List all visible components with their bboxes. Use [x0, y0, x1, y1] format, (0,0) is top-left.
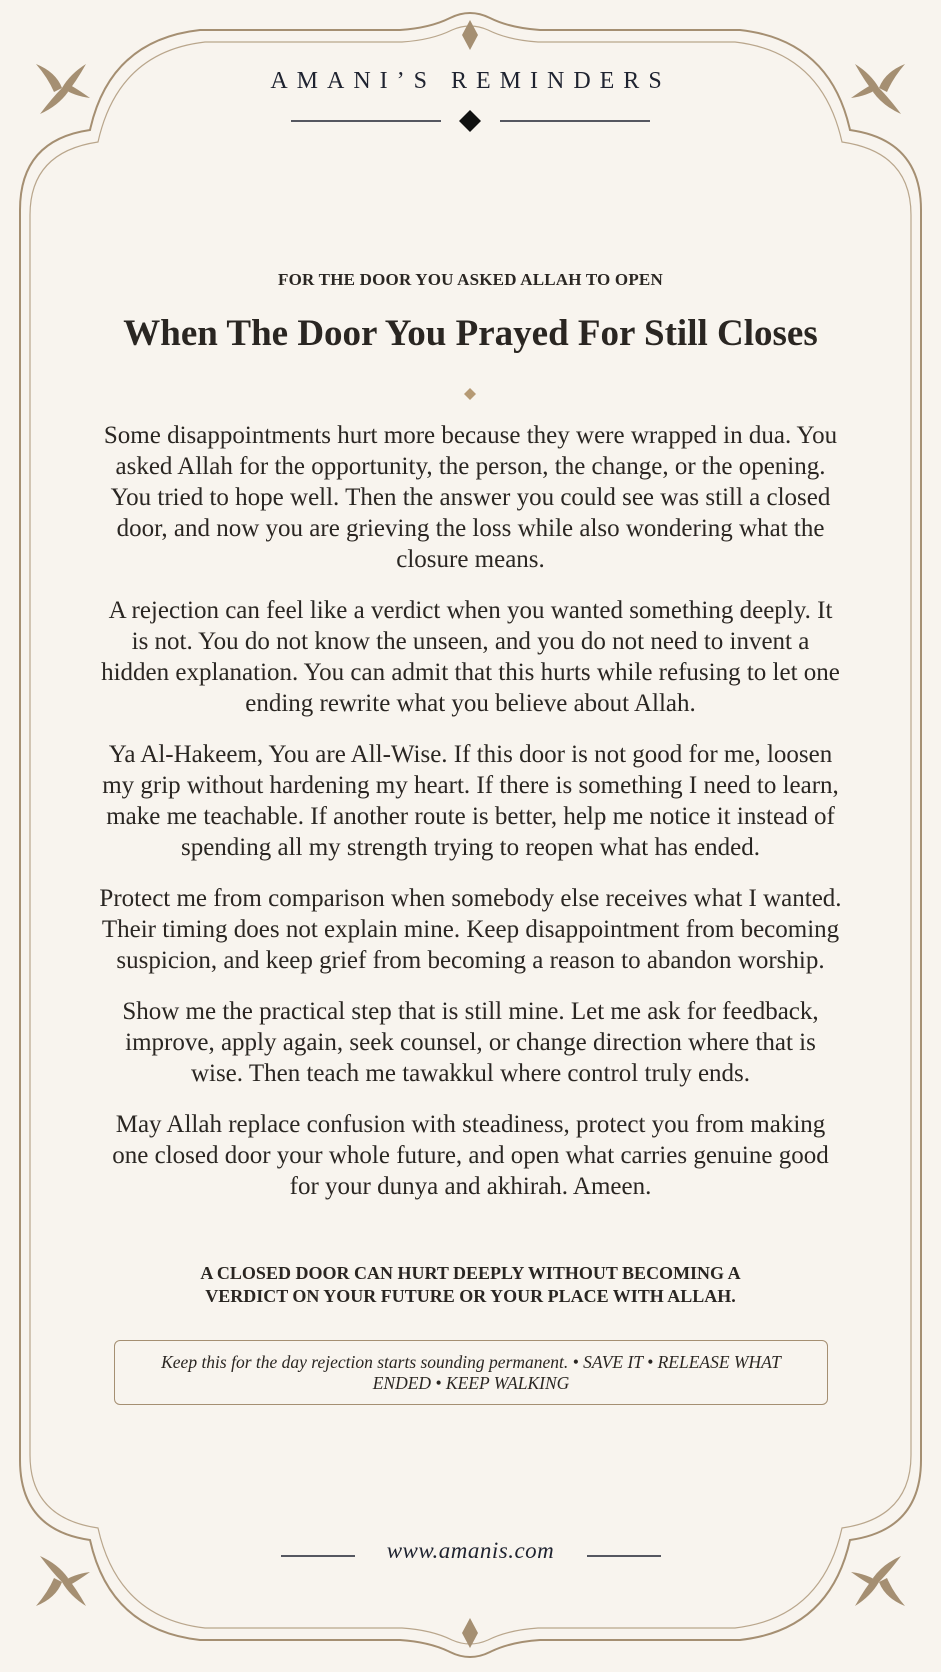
website-url[interactable]: www.amanis.com	[386, 1538, 555, 1563]
diamond-ornament-icon	[459, 110, 481, 132]
page-title: When The Door You Prayed For Still Closes	[123, 313, 818, 354]
save-note-box	[114, 1340, 828, 1405]
paragraph: Show me the practical step that is still mine. Let me ask for feedback, improve, apply again, seek counsel, or change direction where that is wise. Then teach me tawakkul where control truly ends.	[122, 998, 819, 1087]
brand-title: AMANI’S REMINDERS	[270, 68, 671, 94]
closing-statement: A CLOSED DOOR CAN HURT DEEPLY WITHOUT BECOMING A VERDICT ON YOUR FUTURE OR YOUR PLACE WITH ALLAH.	[200, 1263, 741, 1306]
reminder-body	[98, 420, 843, 1222]
diamond-ornament-icon	[464, 388, 476, 400]
paragraph: May Allah replace confusion with steadiness, protect you from making one closed door your whole future, and open what carries genuine good for your dunya and akhirah. Ameen.	[112, 1111, 829, 1200]
save-note-text: Keep this for the day rejection starts sounding permanent. • SAVE IT • RELEASE WHAT ENDED • KEEP WALKING	[161, 1351, 781, 1393]
eyebrow-label: FOR THE DOOR YOU ASKED ALLAH TO OPEN	[278, 270, 663, 289]
paragraph: Protect me from comparison when somebody else receives what I wanted. Their timing does not explain mine. Keep disappointment from becoming suspicion, and keep grief from becoming a reason to abandon worship.	[99, 885, 842, 974]
paragraph: Some disappointments hurt more because they were wrapped in dua. You asked Allah for the opportunity, the person, the change, or the opening. You tried to hope well. Then the answer you could see was still a closed door, and now you are grieving the loss while also wondering what the closure means.	[103, 422, 838, 573]
paragraph: Ya Al-Hakeem, You are All-Wise. If this door is not good for me, loosen my grip without hardening my heart. If there is something I need to learn, make me teachable. If another route is better, help me notice it instead of spending all my strength trying to reopen what has ended.	[102, 741, 839, 861]
paragraph: A rejection can feel like a verdict when you wanted something deeply. It is not. You do not know the unseen, and you do not need to invent a hidden explanation. You can admit that this hurts while refusing to let one ending rewrite what you believe about Allah.	[101, 597, 840, 717]
